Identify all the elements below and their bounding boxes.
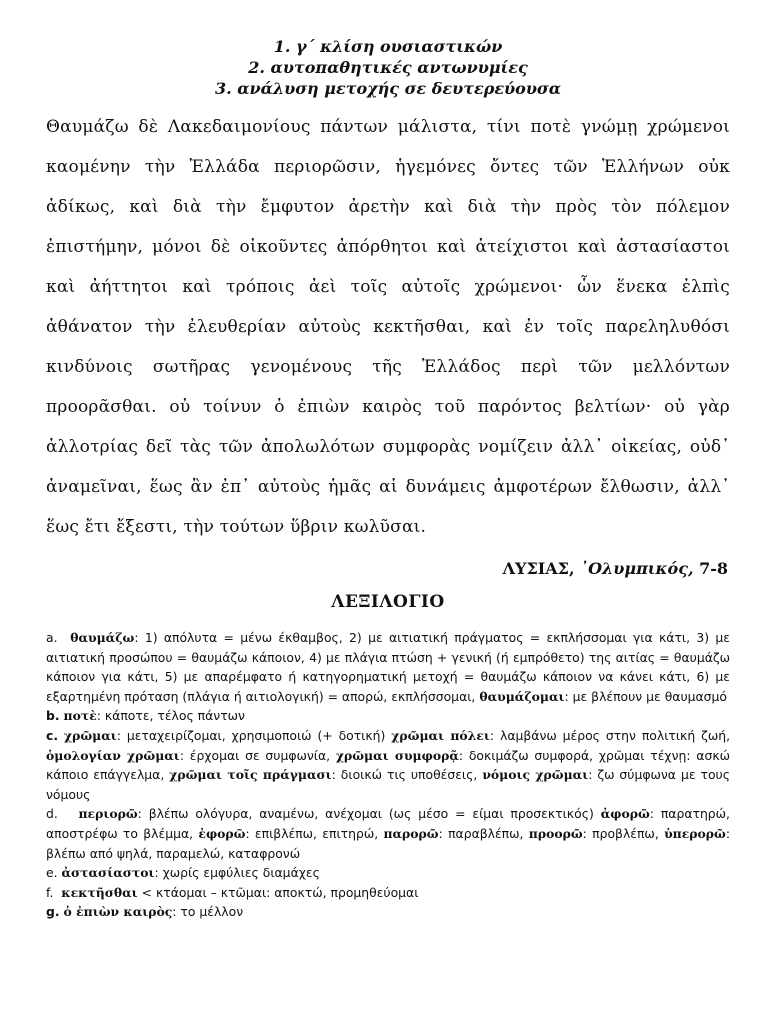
greek-passage: Θαυμάζω δὲ Λακεδαιμονίους πάντων μάλιστα, τίνι ποτὲ γνώμῃ χρώμενοι καομένην τὴν Ἑλλάδα περιορῶσιν, ἡγεμόνες ὄντες τῶν Ἑλλήνων οὐκ ἀδίκως, καὶ διὰ τὴν ἔμφυτον ἀρετὴν καὶ διὰ τὴν πρὸς τὸν πόλεμον ἐπιστήμην, μόνοι δὲ οἰκοῦντες ἀπόρθητοι καὶ ἀτείχιστοι καὶ ἀστασίαστοι καὶ ἀήττητοι καὶ τρόποις ἀεὶ τοῖς αὐτοῖς χρώμενοι· ὧν ἕνεκα ἐλπὶς ἀθάνατον τὴν ἐλευθερίαν αὐτοὺς κεκτῆσθαι, καὶ ἐν τοῖς παρεληλυθόσι κινδύνοις σωτῆρας γενομένους τῆς Ἑλλάδος περὶ τῶν μελλόντων προορᾶσθαι. οὐ τοίνυν ὁ ἐπιὼν καιρὸς τοῦ παρόντος βελτίων· οὐ γὰρ ἀλλοτρίας δεῖ τὰς τῶν ἀπολωλότων συμφορὰς νομίζειν ἀλλ᾽ οἰκείας, οὐδ᾽ ἀναμεῖναι, ἕως ἂν ἐπ᾽ αὐτοὺς ἡμᾶς αἱ δυνάμεις ἀμφοτέρων ἔλθωσιν, ἀλλ᾽ ἕως ἔτι ἔξεστι, τὴν τούτων ὕβριν κωλῦσαι.: [46, 117, 730, 537]
source-author: ΛΥΣΙΑΣ,: [502, 559, 581, 578]
entry-definition: : έρχομαι σε συμφωνία,: [179, 747, 336, 763]
entry-term: ποτὲ: [63, 708, 97, 724]
lexicon-entry-e: [46, 863, 730, 883]
entry-definition: : λαμβάνω μέρος στην πολιτική ζωή,: [489, 727, 731, 743]
entry-term: ὁ ἐπιὼν καιρὸς: [63, 904, 173, 920]
entry-marker: g.: [46, 904, 60, 920]
entry-term: κεκτῆσθαι: [61, 884, 138, 900]
lexicon: [46, 628, 730, 922]
entry-definition: : βλέπω από ψηλά, παραμελώ, καταφρονώ: [46, 825, 730, 861]
entry-term: χρῶμαι πόλει: [391, 727, 490, 743]
entry-definition: : χωρίς εμφύλιες διαμάχες: [154, 865, 320, 881]
entry-term: περιορῶ: [78, 806, 138, 822]
entry-term: θαυμάζω: [70, 630, 135, 645]
entry-definition: : με βλέπουν με θαυμασμό: [564, 688, 727, 704]
lexicon-entry-f: [46, 883, 730, 903]
entry-definition: : ζω σύμφωνα με τους νόμους: [46, 767, 730, 802]
task-list: [46, 36, 730, 99]
entry-term: ἀστασίαστοι: [61, 865, 155, 881]
entry-definition: : το μέλλον: [172, 904, 244, 920]
lexicon-entry-d: [46, 804, 730, 863]
lexicon-entry-g: [46, 902, 730, 922]
source-work: ᾽Ολυμπικός,: [580, 559, 694, 578]
task-item-2: 2. αυτοπαθητικές αντωνυμίες: [248, 58, 528, 77]
entry-definition: : 1) απόλυτα = μένω έκθαμβος, 2) με αιτιατική πράγματος = εκπλήσσομαι για κάτι, 3) με αιτιατική προσώπου = θαυμάζω κάποιον, 4) με πλάγια πτώση + γενική (ή εμπρόθετο) της αιτίας = θαυμάζω κάποιον για κάτι, 5) με απαρέμφατο ή κατηγορηματική μετοχή = θαυμάζω κάποιον να κάνει κάτι, 6) με εξαρτημένη πρόταση (πλάγια ή αιτιολογική) = απορώ, εκπλήσσομαι,: [46, 630, 730, 704]
entry-marker: a.: [46, 630, 58, 645]
source-citation: [46, 559, 728, 578]
entry-definition: : διοικώ τις υποθέσεις,: [331, 767, 483, 783]
lexicon-entry-a: [46, 628, 730, 706]
entry-definition: : προβλέπω,: [582, 825, 665, 841]
entry-term: χρῶμαι τοῖς πράγμασι: [169, 767, 332, 783]
entry-definition: : παραβλέπω,: [438, 825, 529, 841]
entry-definition: : βλέπω ολόγυρα, αναμένω, ανέχομαι (ως μέσο = είμαι προσεκτικός): [137, 806, 601, 822]
entry-term: ὑπερορῶ: [664, 825, 726, 841]
entry-term: χρῶμαι συμφορᾷ: [335, 747, 459, 763]
entry-definition: : δοκιμάζω συμφορά, χρῶμαι τέχνῃ: ασκώ κάποιο επάγγελμα,: [46, 747, 731, 783]
entry-marker: f.: [46, 884, 54, 900]
entry-marker: e.: [46, 865, 58, 881]
entry-definition: : κάποτε, τέλος πάντων: [96, 708, 245, 724]
entry-definition: : μεταχειρίζομαι, χρησιμοποιώ (+ δοτική): [116, 727, 392, 743]
entry-term: ὁμολογίαν χρῶμαι: [46, 747, 180, 763]
entry-marker: b.: [46, 708, 60, 724]
entry-marker: d.: [46, 806, 58, 822]
entry-term: ἐφορῶ: [198, 825, 246, 841]
entry-term: θαυμάζομαι: [479, 688, 565, 704]
lexicon-entry-b: [46, 706, 730, 726]
entry-definition: : παρατηρώ, αποστρέφω το βλέμμα,: [46, 806, 730, 841]
source-reference: 7-8: [693, 559, 728, 578]
entry-term: προορῶ: [528, 825, 583, 841]
lexicon-heading: ΛΕΞΙΛΟΓΙΟ: [331, 592, 445, 612]
entry-term: ἀφορῶ: [600, 806, 650, 822]
task-item-3: 3. ανάλυση μετοχής σε δευτερεύουσα: [214, 79, 562, 98]
lexicon-entry-c: [46, 726, 730, 804]
entry-marker: c.: [46, 727, 59, 743]
entry-definition: < κτάομαι – κτῶμαι: αποκτώ, προμηθεύομαι: [137, 884, 419, 900]
task-item-1: 1. γ΄ κλίση ουσιαστικών: [273, 37, 503, 56]
entry-term: νόμοις χρῶμαι: [482, 767, 589, 783]
entry-term: παρορῶ: [383, 825, 439, 841]
entry-term: χρῶμαι: [63, 727, 117, 743]
entry-definition: : επιβλέπω, επιτηρώ,: [245, 825, 384, 841]
